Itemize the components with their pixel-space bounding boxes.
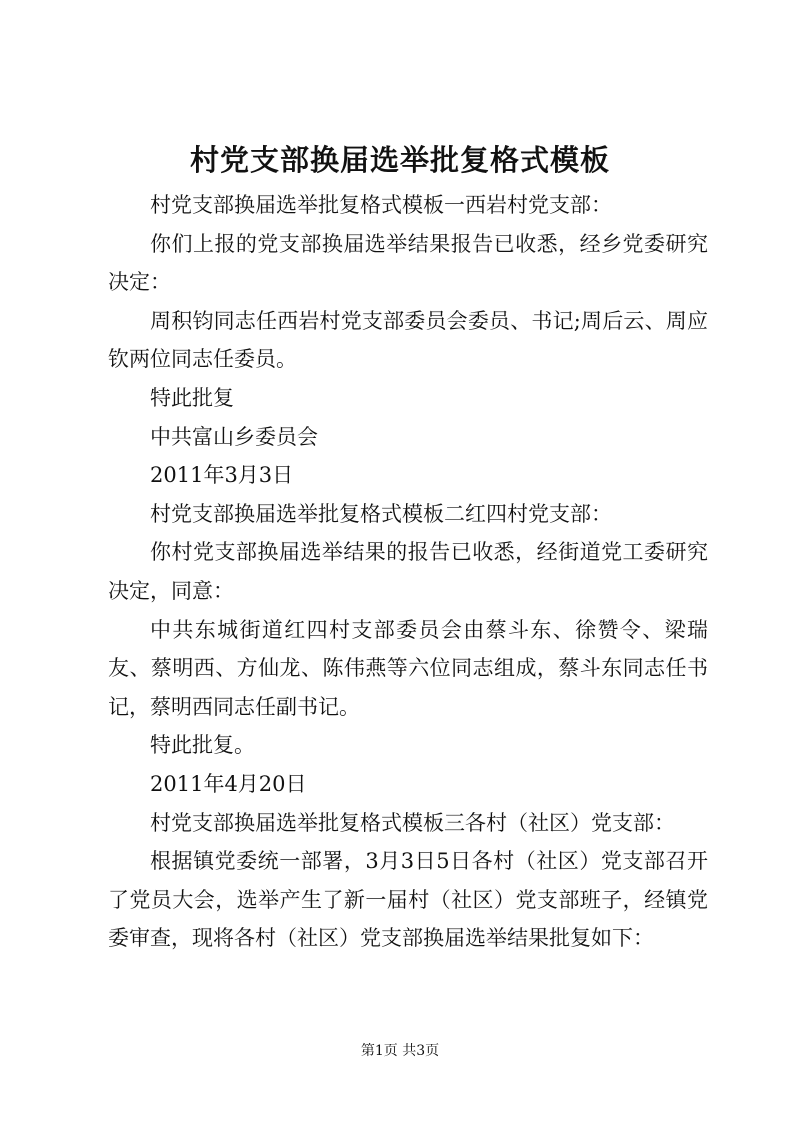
paragraph: 中共东城街道红四村支部委员会由蔡斗东、徐赞令、梁瑞友、蔡明西、方仙龙、陈伟燕等六位同志组成，蔡斗东同志任书记，蔡明西同志任副书记。 [108,617,708,719]
document-body [108,186,708,958]
document-title: 村党支部换届选举批复格式模板 [189,143,610,177]
date-line: 2011年3月3日 [150,463,294,488]
paragraph: 你们上报的党支部换届选举结果报告已收悉，经乡党委研究决定： [108,231,708,295]
paragraph: 村党支部换届选举批复格式模板二红四村党支部： [150,501,612,526]
date-line: 2011年4月20日 [150,771,307,796]
paragraph: 你村党支部换届选举结果的报告已收悉，经街道党工委研究决定，同意： [108,540,708,603]
paragraph: 根据镇党委统一部署，3月3日5日各村（社区）党支部召开了党员大会，选举产生了新一届村（社区）党支部班子，经镇党委审查，现将各村（社区）党支部换届选举结果批复如下： [108,849,708,951]
page-footer: 第1页 共3页 [360,1043,440,1059]
paragraph: 中共富山乡委员会 [150,424,318,449]
paragraph: 特此批复。 [150,733,255,758]
paragraph: 特此批复 [150,385,234,410]
paragraph: 周积钧同志任西岩村党支部委员会委员、书记;周后云、周应钦两位同志任委员。 [108,308,708,372]
paragraph: 村党支部换届选举批复格式模板一西岩村党支部： [150,193,612,217]
paragraph: 村党支部换届选举批复格式模板三各村（社区）党支部： [150,810,675,835]
